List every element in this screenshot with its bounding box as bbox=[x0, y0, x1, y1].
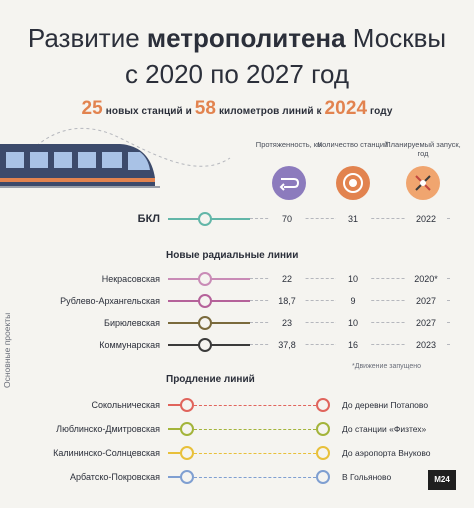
year-value: 2022 bbox=[406, 212, 446, 226]
launch-icon bbox=[406, 166, 440, 200]
stations-value: 10 bbox=[336, 316, 370, 330]
station-icon bbox=[336, 166, 370, 200]
year-value: 2027 bbox=[406, 316, 446, 330]
length-icon bbox=[272, 166, 306, 200]
line-name: Бирюлевская bbox=[104, 318, 160, 328]
station-dot bbox=[198, 272, 212, 286]
station-dot bbox=[180, 398, 194, 412]
station-dot bbox=[180, 470, 194, 484]
section-title-extension: Продление линий bbox=[166, 374, 255, 385]
m24-logo: M24 bbox=[428, 470, 456, 490]
length-value: 37,8 bbox=[270, 338, 304, 352]
planned-extension bbox=[194, 429, 316, 430]
column-header-stations: Количество станций bbox=[317, 140, 389, 149]
line-name: Сокольническая bbox=[91, 400, 160, 410]
station-dot bbox=[180, 446, 194, 460]
length-value: 23 bbox=[270, 316, 304, 330]
destination: До аэропорта Внуково bbox=[342, 448, 431, 458]
line-name: Коммунарская bbox=[99, 340, 160, 350]
page-title-line2: с 2020 по 2027 год bbox=[124, 59, 350, 89]
planned-extension bbox=[194, 405, 316, 406]
train-icon bbox=[0, 138, 160, 192]
terminal-dot bbox=[316, 470, 330, 484]
station-dot bbox=[198, 294, 212, 308]
planned-extension bbox=[194, 477, 316, 478]
line-name: Люблинско-Дмитровская bbox=[56, 424, 160, 434]
table-row bbox=[0, 272, 474, 288]
subtitle: 25 новых станций и 58 километров линий к 2024 году bbox=[81, 98, 393, 119]
table-row bbox=[0, 294, 474, 310]
destination: До деревни Потапово bbox=[342, 400, 429, 410]
column-header-launch: Планируемый запуск, год bbox=[385, 140, 461, 158]
line-name: Арбатско-Покровская bbox=[70, 472, 160, 482]
terminal-dot bbox=[316, 422, 330, 436]
stations-value: 16 bbox=[336, 338, 370, 352]
column-header-length: Протяженность, км bbox=[255, 140, 323, 149]
station-dot bbox=[198, 212, 212, 226]
side-label: Основные проекты bbox=[2, 312, 12, 388]
line-name: Рублево-Архангельская bbox=[60, 296, 160, 306]
line-name: Калининско-Солнцевская bbox=[53, 448, 160, 458]
line-name: Некрасовская bbox=[101, 274, 160, 284]
destination: До станции «Физтех» bbox=[342, 424, 427, 434]
station-dot bbox=[198, 338, 212, 352]
year-value: 2020* bbox=[406, 272, 446, 286]
table-row-bkl bbox=[0, 212, 474, 228]
terminal-dot bbox=[316, 398, 330, 412]
station-dot bbox=[180, 422, 194, 436]
terminal-dot bbox=[316, 446, 330, 460]
length-value: 22 bbox=[270, 272, 304, 286]
stations-value: 10 bbox=[336, 272, 370, 286]
stations-value: 9 bbox=[336, 294, 370, 308]
table-row bbox=[0, 446, 474, 462]
year-value: 2027 bbox=[406, 294, 446, 308]
table-row bbox=[0, 398, 474, 414]
table-row bbox=[0, 316, 474, 332]
table-row bbox=[0, 338, 474, 354]
planned-extension bbox=[194, 453, 316, 454]
stations-value: 31 bbox=[336, 212, 370, 226]
year-value: 2023 bbox=[406, 338, 446, 352]
section-title-radial: Новые радиальные линии bbox=[166, 250, 299, 261]
length-value: 18,7 bbox=[270, 294, 304, 308]
line-name: БКЛ bbox=[137, 213, 160, 225]
station-dot bbox=[198, 316, 212, 330]
footnote: *Движение запущено bbox=[352, 363, 422, 370]
page-title-line1: Развитие метрополитена Москвы bbox=[27, 23, 447, 53]
length-value: 70 bbox=[270, 212, 304, 226]
table-row bbox=[0, 422, 474, 438]
table-row bbox=[0, 470, 474, 486]
destination: В Гольяново bbox=[342, 472, 392, 482]
